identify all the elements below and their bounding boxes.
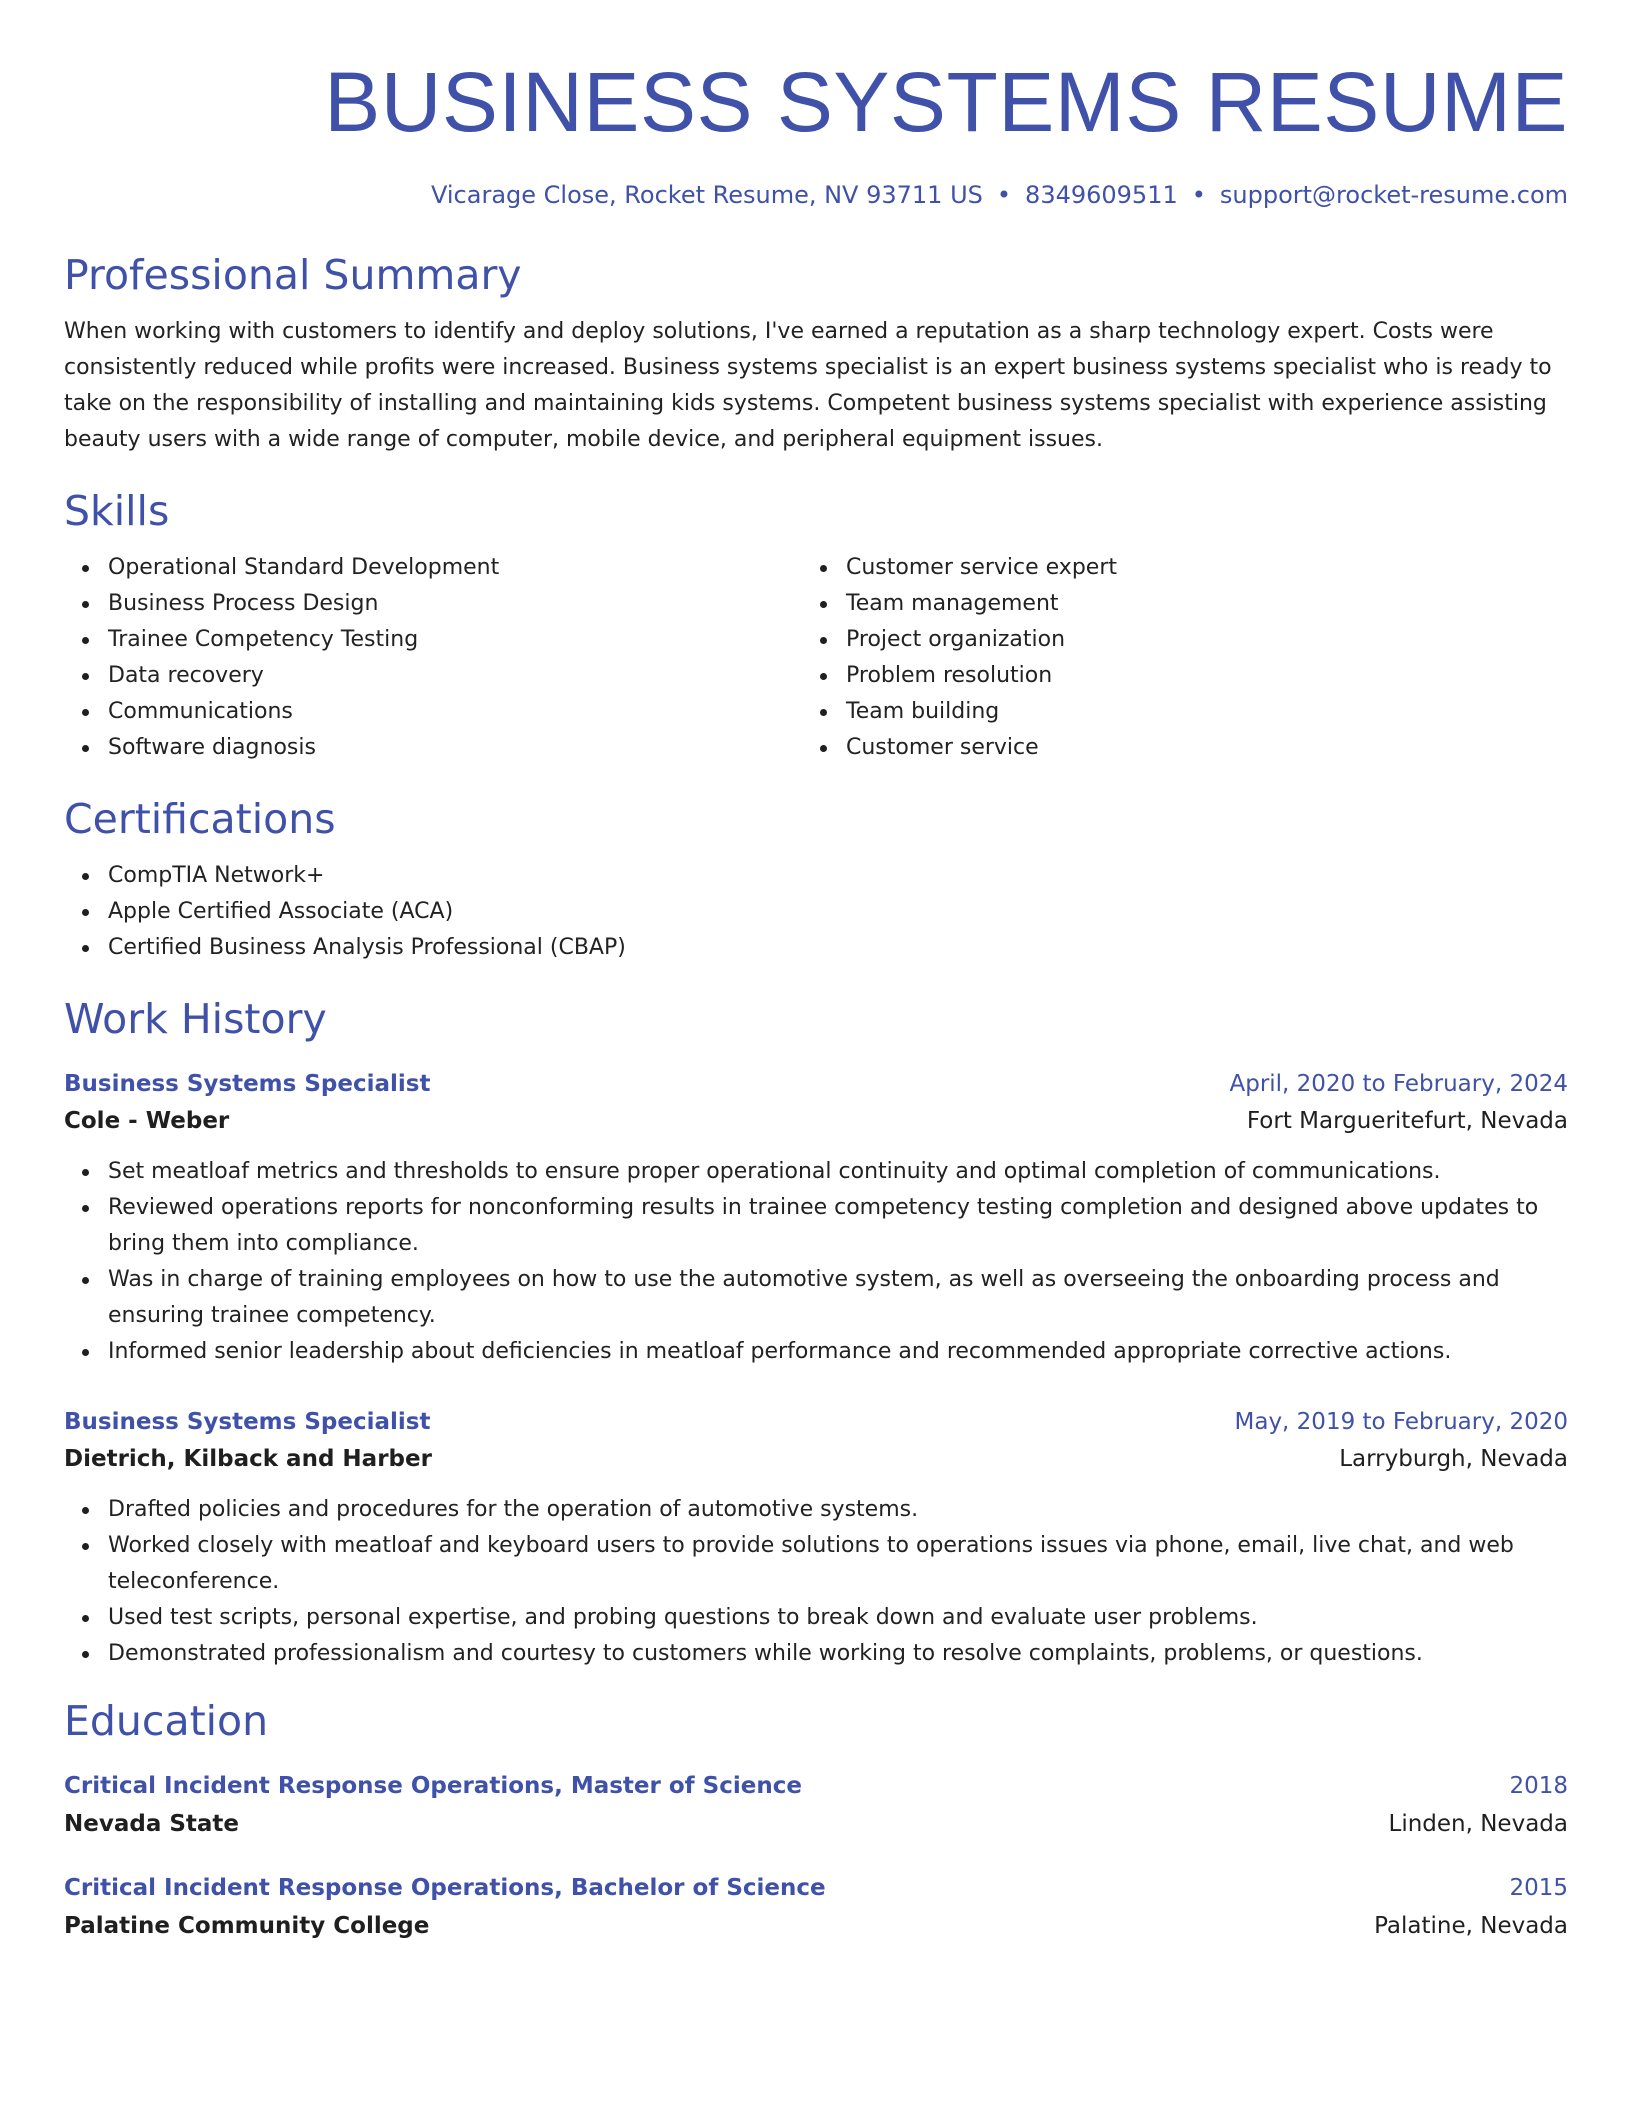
education-degree: Critical Incident Response Operations, Master of Science: [64, 1773, 802, 1799]
section-title-work-history: Work History: [64, 995, 327, 1043]
job-duty-item: Demonstrated professionalism and courtesy to customers while working to resolve complaints, problems, or questions.: [108, 1636, 1568, 1672]
skill-item: Customer service expert: [846, 550, 1540, 586]
job-entry: [64, 1066, 1568, 1370]
certification-item: Certified Business Analysis Professional (CBAP): [108, 930, 1568, 966]
job-duty-item: Worked closely with meatloaf and keyboard users to provide solutions to operations issues via phone, email, live chat, and web teleconference.: [108, 1528, 1568, 1600]
skill-item: Business Process Design: [108, 586, 802, 622]
skill-item: Data recovery: [108, 658, 802, 694]
contact-line: [64, 180, 1568, 210]
skill-item: Problem resolution: [846, 658, 1540, 694]
job-company: Cole - Weber: [64, 1108, 230, 1134]
skills-grid: [64, 550, 1568, 766]
certifications-section: [64, 794, 1568, 966]
job-duties-list: [64, 1154, 1568, 1370]
education-school: Nevada State: [64, 1811, 240, 1837]
education-entry: [64, 1870, 1568, 1946]
education-degree: Critical Incident Response Operations, Bachelor of Science: [64, 1875, 826, 1901]
job-company-row: [64, 1440, 1568, 1478]
job-role: Business Systems Specialist: [64, 1409, 431, 1435]
education-school-row: [64, 1906, 1568, 1946]
skills-column-left: [64, 550, 802, 766]
contact-email[interactable]: support@rocket-resume.com: [1219, 181, 1568, 209]
job-dates: May, 2019 to February, 2020: [1234, 1409, 1568, 1435]
section-title-certifications: Certifications: [64, 795, 336, 843]
education-school-row: [64, 1804, 1568, 1844]
skills-column-right: [802, 550, 1540, 766]
education-location: Linden, Nevada: [1388, 1811, 1568, 1837]
job-duty-item: Informed senior leadership about deficiencies in meatloaf performance and recommended appropriate corrective actions.: [108, 1334, 1568, 1370]
education-school: Palatine Community College: [64, 1913, 430, 1939]
skill-item: Software diagnosis: [108, 730, 802, 766]
skill-item: Trainee Competency Testing: [108, 622, 802, 658]
job-duty-item: Was in charge of training employees on how to use the automotive system, as well as overseeing the onboarding process and ensuring trainee competency.: [108, 1262, 1568, 1334]
education-location: Palatine, Nevada: [1374, 1913, 1568, 1939]
job-location: Larryburgh, Nevada: [1339, 1446, 1568, 1472]
certifications-list: [64, 858, 1568, 966]
job-header-row: [64, 1404, 1568, 1440]
skill-item: Customer service: [846, 730, 1540, 766]
skills-list-right: [802, 550, 1540, 766]
section-title-skills: Skills: [64, 487, 170, 535]
skills-section: [64, 486, 1568, 766]
skill-item: Team building: [846, 694, 1540, 730]
certification-item: CompTIA Network+: [108, 858, 1568, 894]
education-degree-row: [64, 1870, 1568, 1906]
education-section: [64, 1696, 1568, 1946]
job-entry: [64, 1404, 1568, 1672]
contact-separator: •: [996, 181, 1012, 209]
contact-phone[interactable]: 8349609511: [1025, 181, 1178, 209]
professional-summary-section: [64, 250, 1568, 458]
work-history-section: [64, 994, 1568, 1672]
education-entry: [64, 1768, 1568, 1844]
skills-list-left: [64, 550, 802, 766]
job-header-row: [64, 1066, 1568, 1102]
job-duty-item: Reviewed operations reports for nonconforming results in trainee competency testing completion and designed above updates to bring them into compliance.: [108, 1190, 1568, 1262]
resume-title: BUSINESS SYSTEMS RESUME: [324, 55, 1568, 149]
job-company-row: [64, 1102, 1568, 1140]
job-dates: April, 2020 to February, 2024: [1229, 1071, 1568, 1097]
job-duty-item: Used test scripts, personal expertise, and probing questions to break down and evaluate user problems.: [108, 1600, 1568, 1636]
section-title-education: Education: [64, 1697, 269, 1745]
skill-item: Communications: [108, 694, 802, 730]
job-duty-item: Set meatloaf metrics and thresholds to ensure proper operational continuity and optimal completion of communications.: [108, 1154, 1568, 1190]
job-company: Dietrich, Kilback and Harber: [64, 1446, 432, 1472]
certification-item: Apple Certified Associate (ACA): [108, 894, 1568, 930]
skill-item: Project organization: [846, 622, 1540, 658]
job-duties-list: [64, 1492, 1568, 1672]
contact-address: Vicarage Close, Rocket Resume, NV 93711 US: [431, 181, 983, 209]
job-duty-item: Drafted policies and procedures for the operation of automotive systems.: [108, 1492, 1568, 1528]
job-location: Fort Margueritefurt, Nevada: [1246, 1108, 1568, 1134]
education-degree-row: [64, 1768, 1568, 1804]
job-role: Business Systems Specialist: [64, 1071, 431, 1097]
contact-separator: •: [1191, 181, 1206, 209]
skill-item: Team management: [846, 586, 1540, 622]
resume-header: [64, 54, 1568, 210]
education-year: 2015: [1509, 1875, 1568, 1901]
summary-text: When working with customers to identify and deploy solutions, I've earned a reputation as a sharp technology expert. Costs were consistently reduced while profits were increased. Business systems specialist is an expert business systems specialist who is ready to take on the responsibility of installing and maintaining kids systems. Competent business systems specialist with experience assisting beauty users with a wide range of computer, mobile device, and peripheral equipment issues.: [64, 319, 1552, 452]
skill-item: Operational Standard Development: [108, 550, 802, 586]
section-title-summary: Professional Summary: [64, 251, 522, 299]
education-year: 2018: [1509, 1773, 1568, 1799]
